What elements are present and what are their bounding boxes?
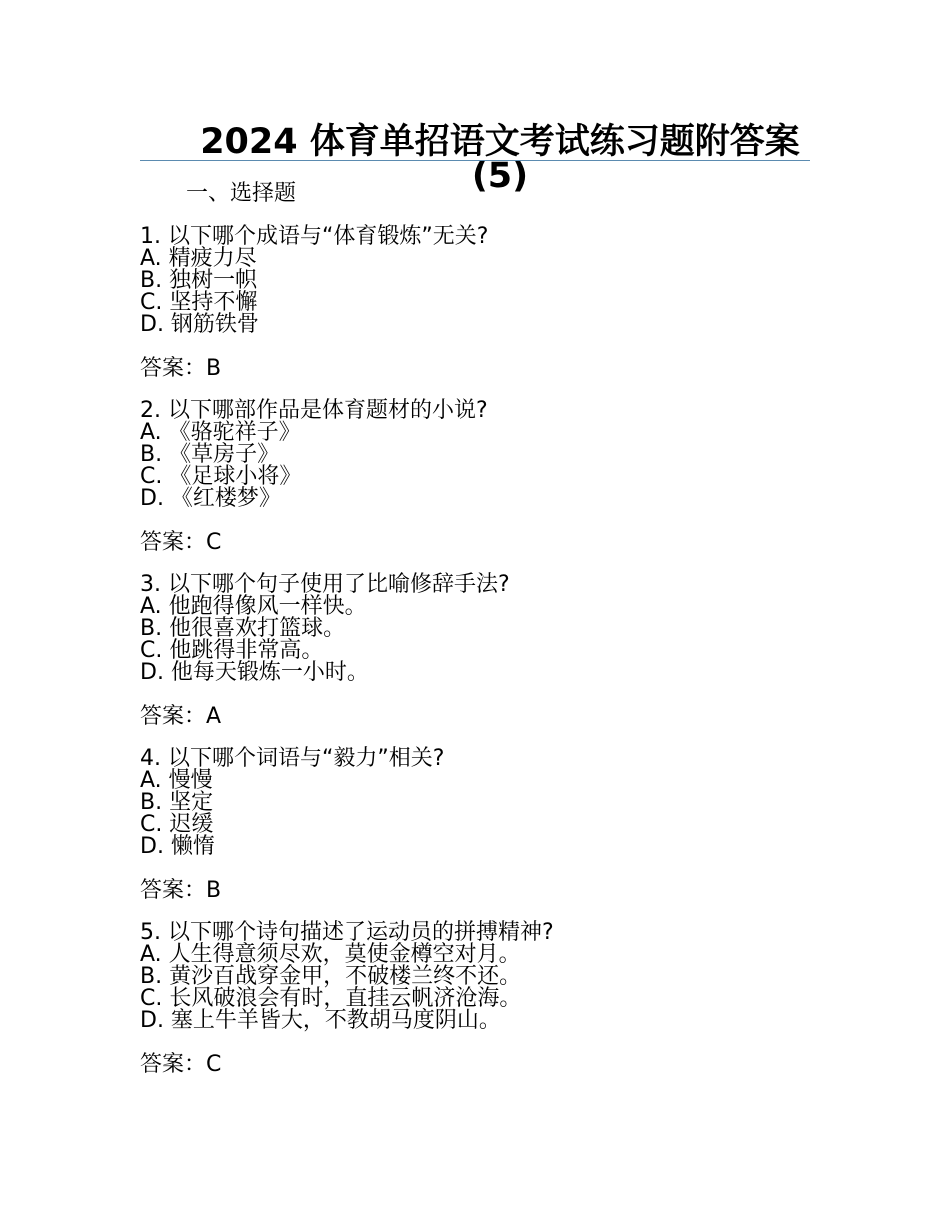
option-c: C. 长风破浪会有时，直挂云帆济沧海。: [140, 986, 522, 1011]
option-c: C. 《足球小将》: [140, 464, 302, 489]
question-5: [140, 922, 840, 1096]
question-3: [140, 574, 840, 748]
answer-line: 答案：C: [140, 530, 222, 555]
option-b: B. 《草房子》: [140, 442, 280, 467]
option-b: B. 独树一帜: [140, 268, 258, 293]
question-1: [140, 226, 840, 400]
option-c: C. 迟缓: [140, 812, 214, 837]
option-d: D. 钢筋铁骨: [140, 312, 259, 337]
option-b: B. 坚定: [140, 790, 214, 815]
section-heading: 一、选择题: [186, 181, 297, 206]
option-a: A. 精疲力尽: [140, 246, 257, 271]
answer-line: 答案：A: [140, 704, 222, 729]
question-prompt: 1. 以下哪个成语与“体育锻炼”无关?: [140, 224, 489, 249]
option-a: A. 人生得意须尽欢，莫使金樽空对月。: [140, 942, 521, 967]
answer-line: 答案：B: [140, 878, 222, 903]
option-d: D. 《红楼梦》: [140, 486, 281, 511]
question-prompt: 4. 以下哪个词语与“毅力”相关?: [140, 746, 445, 771]
question-prompt: 5. 以下哪个诗句描述了运动员的拼搏精神?: [140, 920, 554, 945]
answer-line: 答案：B: [140, 356, 222, 381]
question-list: [140, 226, 840, 1096]
question-2: [140, 400, 840, 574]
question-4: [140, 748, 840, 922]
option-d: D. 塞上牛羊皆大，不教胡马度阴山。: [140, 1008, 501, 1033]
page-title-line-1: 2024 体育单招语文考试练习题附答案: [200, 122, 800, 163]
option-b: B. 黄沙百战穿金甲，不破楼兰终不还。: [140, 964, 522, 989]
option-b: B. 他很喜欢打篮球。: [140, 616, 346, 641]
option-a: A. 他跑得像风一样快。: [140, 594, 367, 619]
question-prompt: 3. 以下哪个句子使用了比喻修辞手法?: [140, 572, 510, 597]
option-a: A. 《骆驼祥子》: [140, 420, 301, 445]
option-d: D. 他每天锻炼一小时。: [140, 660, 369, 685]
title-divider: [140, 160, 810, 161]
question-prompt: 2. 以下哪部作品是体育题材的小说?: [140, 398, 488, 423]
option-c: C. 坚持不懈: [140, 290, 258, 315]
option-c: C. 他跳得非常高。: [140, 638, 324, 663]
option-a: A. 慢慢: [140, 768, 213, 793]
page-title-line-2: (5): [471, 156, 529, 197]
answer-line: 答案：C: [140, 1052, 222, 1077]
option-d: D. 懒惰: [140, 834, 215, 859]
